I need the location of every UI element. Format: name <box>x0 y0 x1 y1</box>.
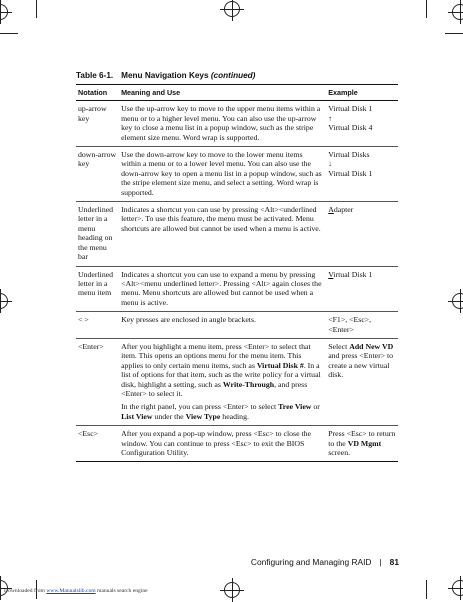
manualslib-link[interactable]: www.Manualslib.com <box>46 588 96 594</box>
notation-cell: < > <box>76 312 119 339</box>
table-number: Table 6-1. <box>76 71 114 80</box>
example-cell <box>326 101 398 147</box>
table-caption <box>76 71 255 80</box>
page-footer <box>251 557 399 567</box>
meaning-paragraph: In the right panel, you can press <Enter> to select Tree View or List View under the View Type heading. <box>121 402 320 421</box>
registration-mark-mid-right <box>452 293 463 309</box>
registration-mark-top-left <box>0 4 8 20</box>
notation-cell: Underlined letter in a menu item <box>76 266 119 312</box>
example-cell <box>326 147 398 202</box>
example-text: dapter <box>333 205 354 215</box>
page-number: 81 <box>389 557 399 567</box>
example-cell: <F1>, <Esc>, <Enter> <box>326 312 398 339</box>
table-header-row <box>76 85 398 101</box>
meaning-cell: Use the up-arrow key to move to the upper menu items within a menu or to a higher level menu. You can also use the up-arrow key to close a menu list in a popup window, such as the stripe element size menu. Word wrap is supported. <box>119 101 326 147</box>
notation-cell: Underlined letter in a menu heading on the menu bar <box>76 202 119 266</box>
underlined-shortcut-letter: A <box>328 205 334 215</box>
notation-cell: down-arrow key <box>76 147 119 202</box>
registration-mark-top-center <box>224 1 240 17</box>
crop-line <box>36 0 37 18</box>
bold-term: Virtual Disk # <box>256 360 304 370</box>
meaning-cell: Indicates a shortcut you can use to expand a menu by pressing <Alt><menu underlined letter>. Pressing <Alt> again closes the menu. Menu shortcuts are allowed but cannot be used when a menu is active. <box>119 266 326 312</box>
column-header-example: Example <box>326 85 398 101</box>
footer-section-title: Configuring and Managing RAID <box>250 557 372 567</box>
bold-term: Add New VD <box>349 341 394 351</box>
footer-separator: | <box>379 557 382 567</box>
bold-term: View Type <box>185 411 221 421</box>
registration-mark-mid-left <box>0 293 8 309</box>
table-continued: (continued) <box>210 71 256 80</box>
table-row <box>76 147 398 202</box>
bold-term: Tree View <box>278 402 312 412</box>
meaning-cell: Key presses are enclosed in angle brackets. <box>119 312 326 339</box>
table-row <box>76 266 398 312</box>
meaning-cell: Use the down-arrow key to move to the lower menu items within a menu or to a lower level menu. You can also use the down-arrow key to open a menu list in a popup window, such as the stripe element size menu, and select a setting. Word wrap is supported. <box>119 147 326 202</box>
meaning-cell: Indicates a shortcut you can use by pressing <Alt><underlined letter>. To use this feature, the menu must be activated. Menu shortcuts are allowed but cannot be used when a menu is active. <box>119 202 326 266</box>
table-row <box>76 312 398 339</box>
menu-navigation-table <box>76 84 398 462</box>
example-line: Virtual Disk 4 <box>328 123 373 133</box>
meaning-paragraph: After you highlight a menu item, press <Enter> to select that item. This opens an options menu for the menu item. This applies to only certain menu items, such as Virtual Disk #. In a list of options for that item, such as the write policy for a virtual disk, highlight a setting, such as Write-Through, and press <Enter> to select it. <box>121 341 321 398</box>
meaning-cell: After you expand a pop-up window, press <Esc> to close the window. You can continue to press <Esc> to exit the BIOS Configuration Utility. <box>119 426 326 462</box>
example-text: irtual Disk 1 <box>333 269 373 279</box>
column-header-notation: Notation <box>76 85 119 101</box>
column-header-meaning: Meaning and Use <box>119 85 326 101</box>
example-cell <box>326 266 398 312</box>
table-row <box>76 426 398 462</box>
crop-line <box>426 580 427 599</box>
table-row <box>76 338 398 425</box>
meaning-cell <box>119 338 326 425</box>
crop-line <box>0 33 18 34</box>
example-cell: Select Add New VD and press <Enter> to create a new virtual disk. <box>326 338 398 425</box>
registration-mark-top-right <box>452 4 463 20</box>
table-row <box>76 202 398 266</box>
underlined-shortcut-letter: V <box>328 269 334 279</box>
table-title: Menu Navigation Keys <box>121 71 209 80</box>
registration-mark-bottom-center <box>224 582 240 598</box>
crop-line <box>426 0 427 18</box>
bold-term: Write-Through <box>222 379 275 389</box>
example-line: Virtual Disks <box>328 150 370 160</box>
download-note: Downloaded from www.Manualslib.com manuals search engine <box>4 588 148 594</box>
registration-mark-bottom-right <box>452 580 463 596</box>
up-arrow-icon: ↑ <box>328 113 333 123</box>
crop-line <box>445 33 463 34</box>
notation-cell: <Enter> <box>76 338 119 425</box>
bold-term: List View <box>121 411 153 421</box>
down-arrow-icon: ↓ <box>328 159 333 169</box>
example-cell <box>326 202 398 266</box>
notation-cell: up-arrow key <box>76 101 119 147</box>
example-cell: Press <Esc> to return to the VD Mgmt screen. <box>326 426 398 462</box>
example-line: Virtual Disk 1 <box>328 104 373 114</box>
table-row <box>76 101 398 147</box>
bold-term: VD Mgmt <box>347 438 382 448</box>
example-line: Virtual Disk 1 <box>328 168 373 178</box>
notation-cell: <Esc> <box>76 426 119 462</box>
